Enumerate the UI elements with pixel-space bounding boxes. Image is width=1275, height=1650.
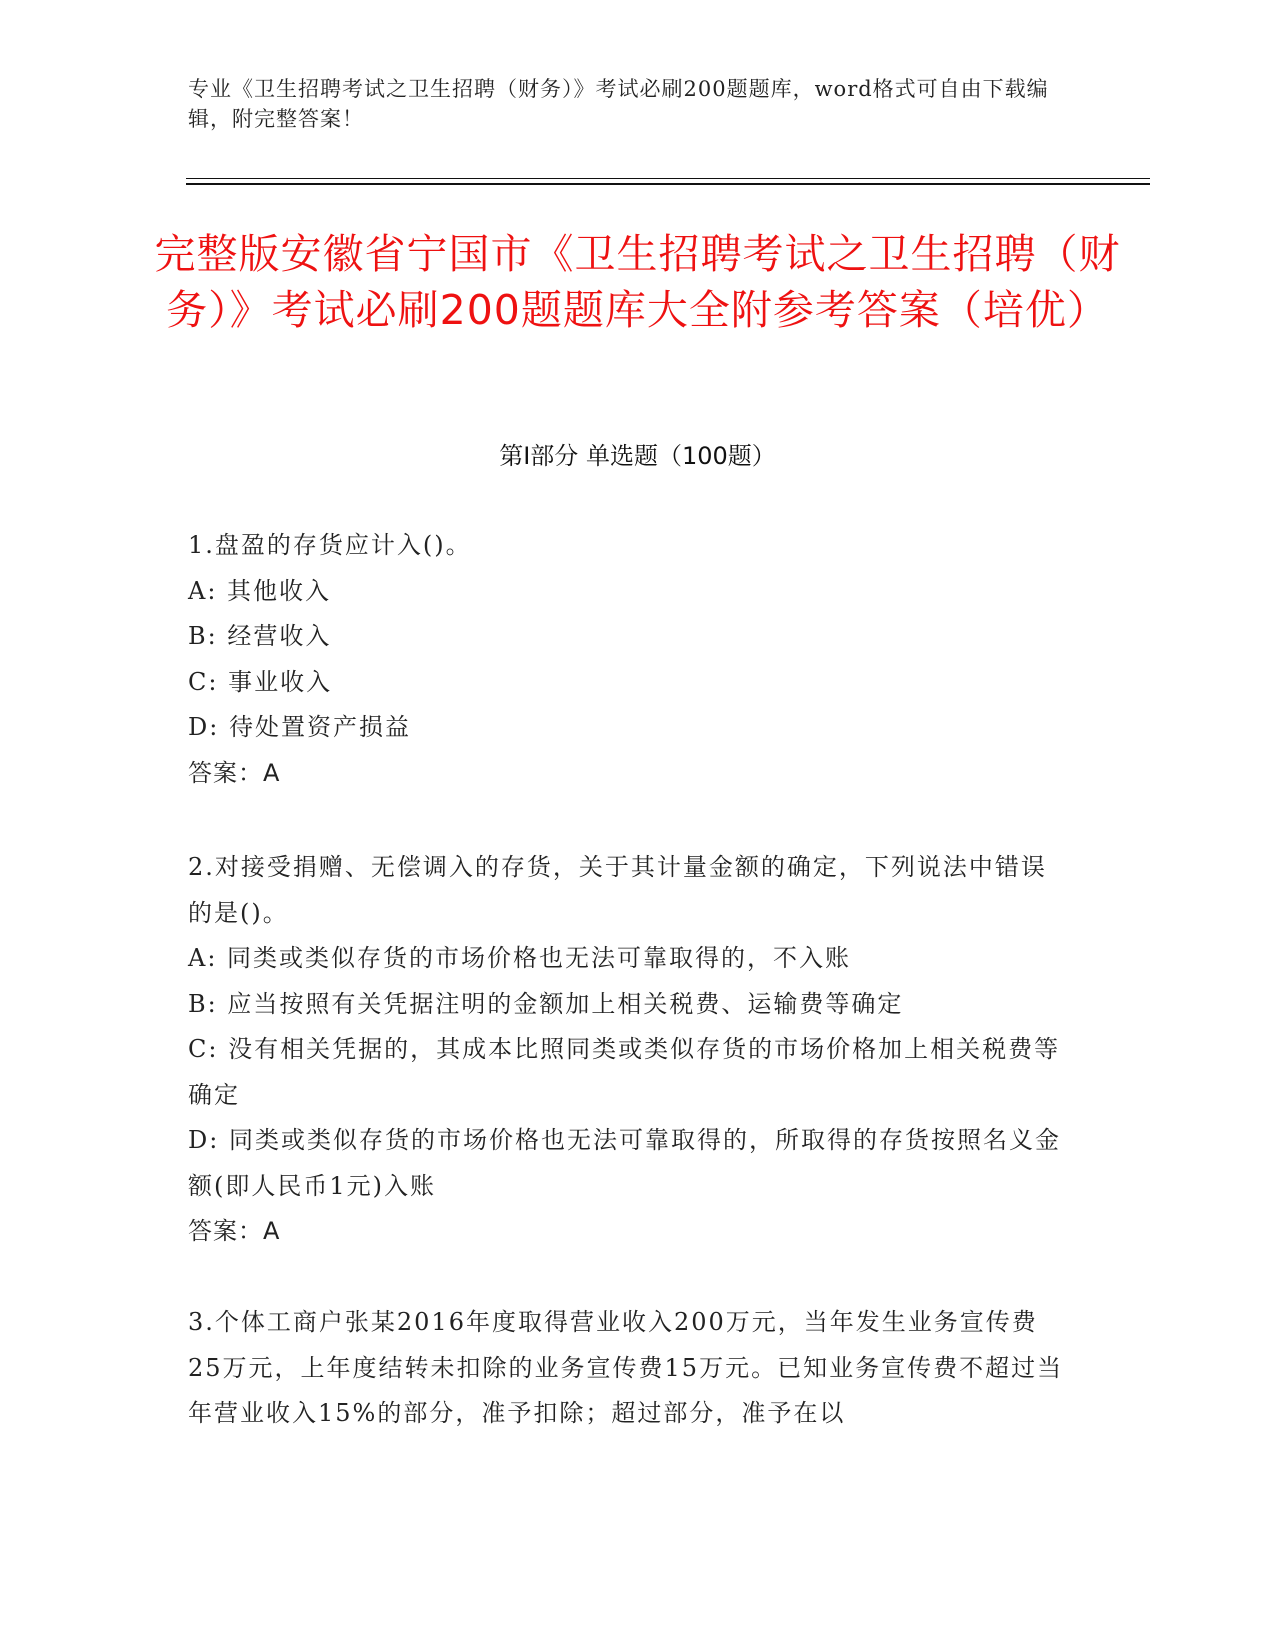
section-heading: 第Ⅰ部分 单选题（100题） — [499, 442, 776, 470]
answer: 答案：A — [188, 1217, 281, 1245]
header-rule-thin — [186, 178, 1150, 179]
question-stem: 3.个体工商户张某2016年度取得营业收入200万元，当年发生业务宣传费25万元，上年度结转未扣除的业务宣传费15万元。已知业务宣传费不超过当年营业收入15%的部分，准予扣除；超过部分，准予在以 — [188, 1308, 1064, 1427]
option-d: D: 同类或类似存货的市场价格也无法可靠取得的，所取得的存货按照名义金额(即人民币1元)入账 — [188, 1126, 1061, 1200]
option-d: D: 待处置资产损益 — [188, 713, 411, 741]
header-rule-thick — [186, 183, 1150, 185]
question-1 — [188, 523, 1068, 796]
question-3 — [188, 1300, 1068, 1437]
option-c: C: 事业收入 — [188, 667, 333, 696]
document-title: 完整版安徽省宁国市《卫生招聘考试之卫生招聘（财务）》考试必刷200题题库大全附参考答案（培优） — [154, 230, 1121, 334]
option-b: B: 应当按照有关凭据注明的金额加上相关税费、运输费等确定 — [188, 989, 904, 1018]
option-a: A: 同类或类似存货的市场价格也无法可靠取得的，不入账 — [188, 944, 852, 972]
answer: 答案：A — [188, 758, 281, 787]
option-c: C: 没有相关凭据的，其成本比照同类或类似存货的市场价格加上相关税费等确定 — [188, 1035, 1061, 1109]
question-stem: 2.对接受捐赠、无偿调入的存货，关于其计量金额的确定，下列说法中错误的是()。 — [188, 853, 1047, 927]
question-2 — [188, 845, 1068, 1255]
option-b: B: 经营收入 — [188, 622, 332, 650]
header-note: 专业《卫生招聘考试之卫生招聘（财务）》考试必刷200题题库，word格式可自由下载编辑，附完整答案！ — [188, 77, 1049, 131]
question-stem: 1.盘盈的存货应计入()。 — [188, 531, 472, 559]
option-a: A: 其他收入 — [188, 576, 332, 605]
